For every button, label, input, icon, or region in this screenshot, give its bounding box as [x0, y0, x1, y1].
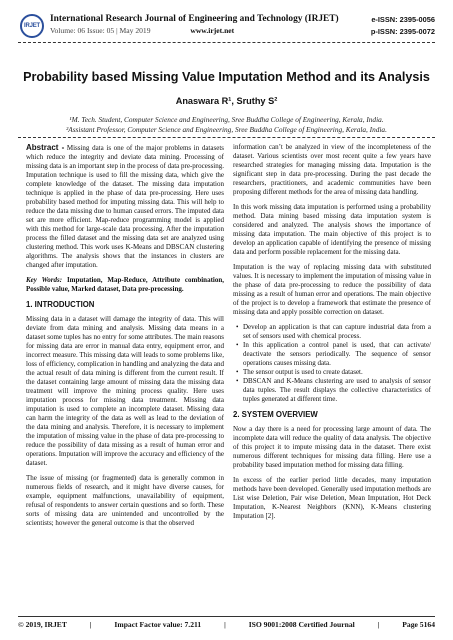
- paragraph: Missing data in a dataset will damage the integrity of data. This will deviate from data mining and analysis. Missing data means in a dataset some tuples has no entry for some attributes. The main reasons for missing data are error in manual data entry, equipment error, and incorrect measure. This missing data will leads to some problems like, loss of efficiency, complication in handling and analyzing the data and the actual result of data mining is different from the current result. If the dataset containing large amount of missing data the missing data treatment will improve the mining process quality. Here uses imputation process for missing data treatment. Missing data imputation is used to complete an incomplete dataset. Missing data can harm the integrity of the data as well as lead to the deviation of the data mining and analysis. Therefore, it is necessary to implement the imputation of missing value in the phase of data pre-processing to reduce the possibility of data missing as a result of human error and operations. Imputation will improve the accuracy and efficiency of the dataset.: [26, 315, 224, 467]
- keywords: [26, 276, 224, 294]
- journal-header: [0, 0, 453, 66]
- journal-url: www.irjet.net: [190, 26, 235, 35]
- abstract: [26, 143, 224, 270]
- paragraph: information can’t be analyzed in view of the incompleteness of the dataset. Various scientists over most recent quite a few years have researched strategies for managing missing data. Imputation is the significant step in data pre-processing. During the past decade the researchers, practitioners, and academic communities have been proposing different methods for the area of missing data handling.: [233, 143, 431, 196]
- bullet-icon: •: [236, 341, 239, 349]
- list-item: • DBSCAN and K-Means clustering are used to analysis of sensor data tuples. The result displays the collective characteristics of tuples generated at different time.: [236, 377, 431, 403]
- footer-separator: |: [377, 620, 380, 629]
- e-issn: e-ISSN: 2395-0056: [371, 15, 435, 24]
- bullet-icon: •: [236, 323, 239, 331]
- paragraph: In this work missing data imputation is performed using a probability method. Data mining based missing data imputation system is considered and analyzed. The analysis shows the importance of missing data imputation. The main objective of this project is to develop an application capable of identifying the presence of missing data and perform possible replacement for the missing data.: [233, 203, 431, 256]
- journal-meta: [50, 26, 234, 35]
- title-divider: [18, 137, 435, 138]
- p-issn: p-ISSN: 2395-0072: [370, 27, 435, 36]
- paragraph: In excess of the earlier period little decades, many imputation methods have been developed. Generally used imputation methods are List wise Deletion, Pair wise Deletion, Mean Imputation, Hot Deck Imputation, K-Nearest Neighbors (KNN), K-Means clustering Imputation [2].: [233, 476, 431, 520]
- paragraph: Imputation is the way of replacing missing data with substituted values. It is necessary to implement the imputation of missing value in the phase of data pre-processing to reduce the possibility of data missing as a result of human error and operations. The main objective of the project is to develop a framework that estimate the presence of missing data and apply possible correction on dataset.: [233, 263, 431, 316]
- keywords-label: Key Words:: [26, 276, 63, 284]
- bullet-icon: •: [236, 368, 239, 376]
- footer-impact-factor: Impact Factor value: 7.211: [114, 620, 202, 629]
- keywords-text: Imputation, Map-Reduce, Attribute combination, Possible value, Marked dataset, Data pre-processing.: [26, 276, 224, 293]
- bullet-icon: •: [236, 377, 239, 385]
- footer-copyright: © 2019, IRJET: [18, 620, 67, 629]
- footer-separator: |: [224, 620, 226, 629]
- paragraph: Now a day there is a need for processing large amount of data. The incomplete data will reduce the quality of data analysis. The objective of this project it to impute missing data in the dataset. There exist numerous different techniques for missing data filling. Here use a probability based imputation method for missing data filling.: [233, 425, 431, 469]
- affiliation-2: ²Assistant Professor, Computer Science and Engineering, Sree Buddha College of Engineering, Kerala, India.: [66, 125, 387, 134]
- list-item: • In this application a control panel is used, that can activate/ deactivate the sensors periodically. The sequence of sensor operations causes missing data.: [236, 341, 431, 367]
- left-column: [26, 143, 224, 534]
- list-item: • The sensor output is used to create dataset.: [236, 368, 363, 376]
- paper-title: Probability based Missing Value Imputation Method and its Analysis: [23, 70, 430, 84]
- right-column: [233, 143, 431, 527]
- section-heading-introduction: 1. INTRODUCTION: [26, 300, 95, 309]
- header-divider: [18, 42, 435, 43]
- footer-page-number: Page 5164: [402, 620, 435, 629]
- objective-list: [233, 323, 431, 404]
- footer-iso: ISO 9001:2008 Certified Journal: [248, 620, 355, 629]
- volume-issue: Volume: 06 Issue: 05 | May 2019: [50, 26, 151, 35]
- section-heading-system-overview: 2. SYSTEM OVERVIEW: [233, 410, 318, 419]
- footer-separator: |: [89, 620, 92, 629]
- abstract-label: Abstract -: [26, 143, 65, 152]
- journal-name: International Research Journal of Engineering and Technology (IRJET): [50, 14, 339, 24]
- paragraph: The issue of missing (or fragmented) data is generally common in numerous fields of research, and it might have diverse causes, for example, equipment malfunctions, unavailability of equipment, refusal of respondents to answer certain questions and so forth. These sorts of missing data are unintended and uncontrolled by the scientists; however the general outcome is that the observed: [26, 474, 224, 527]
- paper-authors: Anaswara R¹, Sruthy S²: [175, 96, 278, 106]
- footer-divider: [18, 616, 435, 617]
- logo-text: IRJET: [23, 23, 40, 29]
- abstract-text: Missing data is one of the major problems in datasets which reduce the integrity and deviate data mining. Processing of missing data is an important step in the process of data pre-processing. Imputation technique is used to fill the missing data, which give the complete knowledge of the dataset. The missing data imputation technique is applied in the phase of data pre-processing. Here uses probability based method for imputing missing data. This will help to reduce the data missing due to human caused errors. The imputed data set are more efficient. Map-reduce programming model is applied with this method for large-scale data processing. After the imputation process the filled dataset and the missing data set are analyzed using clustering method. This work uses K-Means and DBSCAN clustering algorithms. The analysis shows that the instances in clusters are changed after imputation.: [26, 144, 224, 269]
- affiliation-1: ¹M. Tech. Student, Computer Science and Engineering, Sree Buddha College of Engineering, Kerala, India.: [69, 115, 384, 124]
- irjet-logo: [20, 14, 44, 38]
- list-item: • Develop an application is that can capture industrial data from a set of sensors used with chemical process.: [236, 323, 431, 340]
- page-footer: [18, 620, 435, 629]
